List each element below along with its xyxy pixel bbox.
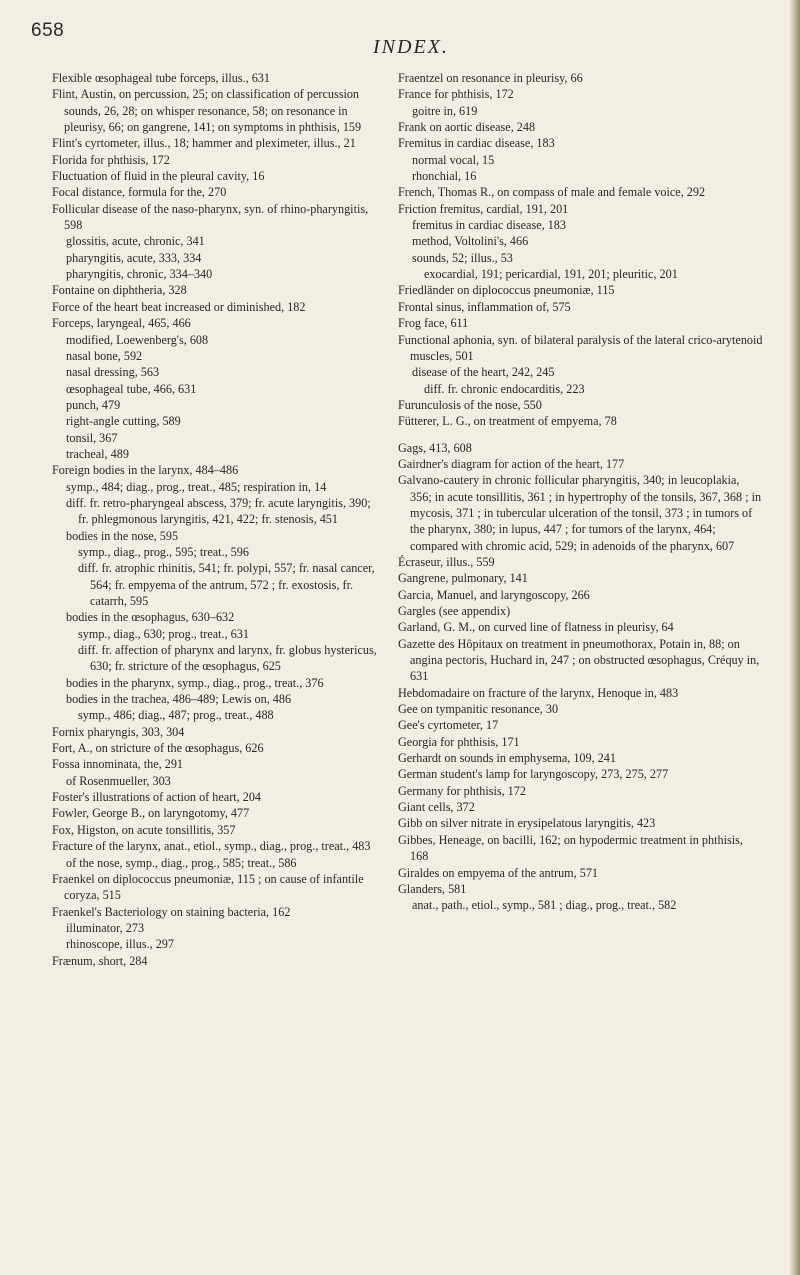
index-entry: nasal dressing, 563	[66, 365, 160, 380]
index-entry: France for phthisis, 172	[398, 87, 514, 102]
index-entry: of Rosenmueller, 303	[66, 773, 171, 788]
index-entry: Friedländer on diplococcus pneumoniæ, 115	[398, 283, 615, 298]
index-entry: diff. fr. chronic endocarditis, 223	[424, 381, 585, 396]
index-entry: Gerhardt on sounds in emphysema, 109, 241	[398, 751, 616, 766]
index-entry: anat., path., etiol., symp., 581 ; diag., prog., treat., 582	[412, 898, 677, 913]
index-entry: nasal bone, 592	[66, 348, 143, 363]
page-edge	[790, 0, 800, 1275]
index-entry: exocardial, 191; pericardial, 191, 201; pleuritic, 201	[424, 267, 678, 282]
index-entry: Garcia, Manuel, and laryngoscopy, 266	[398, 587, 590, 602]
index-entry: Fraenkel's Bacteriology on staining bacteria, 162	[52, 904, 291, 919]
index-entry: bodies in the trachea, 486–489; Lewis on, 486	[66, 692, 292, 707]
index-entry: Frank on aortic disease, 248	[398, 120, 536, 135]
page-number: 658	[31, 20, 65, 41]
index-entry: Fütterer, L. G., on treatment of empyema, 78	[398, 414, 617, 429]
index-entry: normal vocal, 15	[412, 152, 495, 167]
index-entry: Gargles (see appendix)	[398, 604, 511, 618]
index-entry: bodies in the pharynx, symp., diag., prog., treat., 376	[66, 675, 324, 690]
index-entry: Fraenkel on diplococcus pneumoniæ, 115 ; on cause of infantile coryza, 515	[52, 871, 364, 903]
index-entry: Focal distance, formula for the, 270	[52, 185, 227, 200]
index-entry: glossitis, acute, chronic, 341	[66, 234, 205, 249]
index-entry: diff. fr. atrophic rhinitis, 541; fr. polypi, 557; fr. nasal cancer, 564; fr. empyema of the antrum, 572 ; fr. exostosis, fr. catarrh, 595	[78, 561, 375, 608]
index-entry: diff. fr. affection of pharynx and larynx, fr. globus hystericus, 630; fr. stricture of the œsophagus, 625	[78, 643, 377, 674]
index-entry: Frænum, short, 284	[52, 953, 148, 968]
index-entry: Friction fremitus, cardial, 191, 201	[398, 201, 569, 216]
index-entry: Gangrene, pulmonary, 141	[398, 571, 528, 586]
index-entry: pharyngitis, acute, 333, 334	[66, 250, 202, 265]
index-entry: Gee on tympanitic resonance, 30	[398, 702, 559, 717]
index-entry: Fowler, George B., on laryngotomy, 477	[52, 806, 250, 821]
index-entry: Forceps, laryngeal, 465, 466	[52, 316, 191, 331]
index-entry: Germany for phthisis, 172	[398, 783, 526, 798]
index-entry: method, Voltolini's, 466	[412, 234, 529, 249]
index-entry: Fox, Higston, on acute tonsillitis, 357	[52, 822, 236, 837]
index-entry: punch, 479	[66, 397, 121, 412]
index-entry: Florida for phthisis, 172	[52, 152, 170, 167]
running-head: INDEX.	[373, 36, 449, 58]
index-entry: Frog face, 611	[398, 316, 469, 331]
index-entry: Follicular disease of the naso-pharynx, syn. of rhino-pharyngitis, 598	[52, 201, 369, 233]
index-entry: French, Thomas R., on compass of male and female voice, 292	[398, 185, 706, 200]
index-entry: œsophageal tube, 466, 631	[66, 381, 197, 396]
index-entry: disease of the heart, 242, 245	[412, 365, 555, 380]
index-entry: tonsil, 367	[66, 430, 118, 445]
index-entry: Frontal sinus, inflammation of, 575	[398, 299, 571, 314]
index-entry: Giant cells, 372	[398, 800, 475, 815]
index-entry: Fremitus in cardiac disease, 183	[398, 136, 555, 151]
index-entry: of the nose, symp., diag., prog., 585; treat., 586	[66, 855, 297, 870]
index-entry: symp., diag., prog., 595; treat., 596	[78, 544, 249, 559]
index-entry: bodies in the nose, 595	[66, 528, 179, 543]
index-entry: Flexible œsophageal tube forceps, illus., 631	[52, 71, 270, 85]
index-entry: illuminator, 273	[66, 920, 145, 935]
index-entry: modified, Loewenberg's, 608	[66, 332, 209, 347]
index-entry: Galvano-cautery in chronic follicular pharyngitis, 340; in leucoplakia, 356; in acute tonsillitis, 361 ; in hypertrophy of the tonsils, 367, 368 ; in mycosis, 371 ; in tubercular ulceration of the tonsil, 373 ; in tumors of the pharynx, 380; in lupus, 447 ; for tumors of the larynx, 464; compared with chromic acid, 529; in adenoids of the pharynx, 607	[398, 473, 762, 553]
index-column-right	[398, 70, 763, 914]
index-entry: symp., 484; diag., prog., treat., 485; respiration in, 14	[66, 479, 327, 494]
index-entry: sounds, 52; illus., 53	[412, 250, 513, 265]
index-entry: Giraldes on empyema of the antrum, 571	[398, 865, 599, 880]
index-entry: Flint, Austin, on percussion, 25; on classification of percussion sounds, 26, 28; on whisper resonance, 58; on resonance in pleurisy, 66; on gangrene, 141; on symptoms in phthisis, 159	[52, 87, 362, 135]
index-entry: Gibbes, Heneage, on bacilli, 162; on hypodermic treatment in phthisis, 168	[398, 832, 743, 864]
index-entry: Glanders, 581	[398, 881, 467, 896]
index-entry: fremitus in cardiac disease, 183	[412, 218, 566, 233]
index-entry: Gazette des Hôpitaux on treatment in pneumothorax, Potain in, 88; on angina pectoris, Huchard in, 247 ; on obstructed œsophagus, Créquy in, 631	[398, 636, 760, 684]
index-entry: Écraseur, illus., 559	[398, 554, 495, 569]
index-entry: rhonchial, 16	[412, 169, 477, 184]
index-entry: Fornix pharyngis, 303, 304	[52, 724, 185, 739]
index-entry: Force of the heart beat increased or diminished, 182	[52, 299, 306, 314]
index-entry: Georgia for phthisis, 171	[398, 734, 520, 749]
index-entry: German student's lamp for laryngoscopy, 273, 275, 277	[398, 767, 669, 782]
index-entry: Gags, 413, 608	[398, 440, 472, 455]
index-entry: Fossa innominata, the, 291	[52, 757, 184, 772]
index-entry: bodies in the œsophagus, 630–632	[66, 610, 235, 625]
index-entry: Functional aphonia, syn. of bilateral paralysis of the lateral crico-arytenoid muscles, 501	[398, 332, 763, 363]
index-entry: Fluctuation of fluid in the pleural cavity, 16	[52, 169, 265, 184]
index-entry: right-angle cutting, 589	[66, 414, 181, 429]
index-entry: symp., diag., 630; prog., treat., 631	[78, 626, 249, 641]
index-entry: Gairdner's diagram for action of the heart, 177	[398, 456, 625, 471]
index-column-left	[52, 70, 382, 969]
index-entry: pharyngitis, chronic, 334–340	[66, 267, 213, 282]
index-entry: rhinoscope, illus., 297	[66, 937, 174, 952]
index-entry: goitre in, 619	[412, 103, 478, 118]
index-entry: Foster's illustrations of action of heart, 204	[52, 790, 262, 805]
index-entry: Fracture of the larynx, anat., etiol., symp., diag., prog., treat., 483	[52, 839, 371, 854]
index-entry: Fort, A., on stricture of the œsophagus, 626	[52, 741, 264, 756]
index-entry: Garland, G. M., on curved line of flatness in pleurisy, 64	[398, 620, 674, 635]
index-entry: symp., 486; diag., 487; prog., treat., 488	[78, 708, 274, 723]
index-entry: Gee's cyrtometer, 17	[398, 718, 499, 733]
index-entry: tracheal, 489	[66, 446, 129, 461]
index-entry: Furunculosis of the nose, 550	[398, 397, 542, 412]
index-entry: Flint's cyrtometer, illus., 18; hammer and pleximeter, illus., 21	[52, 136, 356, 151]
index-entry: Hebdomadaire on fracture of the larynx, Henoque in, 483	[398, 685, 679, 700]
index-entry: diff. fr. retro-pharyngeal abscess, 379; fr. acute laryngitis, 390; fr. phlegmonous laryngitis, 421, 422; fr. stenosis, 451	[66, 495, 371, 527]
index-entry: Fraentzel on resonance in pleurisy, 66	[398, 71, 583, 85]
index-entry: Fontaine on diphtheria, 328	[52, 283, 187, 298]
index-entry: Gibb on silver nitrate in erysipelatous laryngitis, 423	[398, 816, 656, 831]
index-entry: Foreign bodies in the larynx, 484–486	[52, 463, 239, 478]
